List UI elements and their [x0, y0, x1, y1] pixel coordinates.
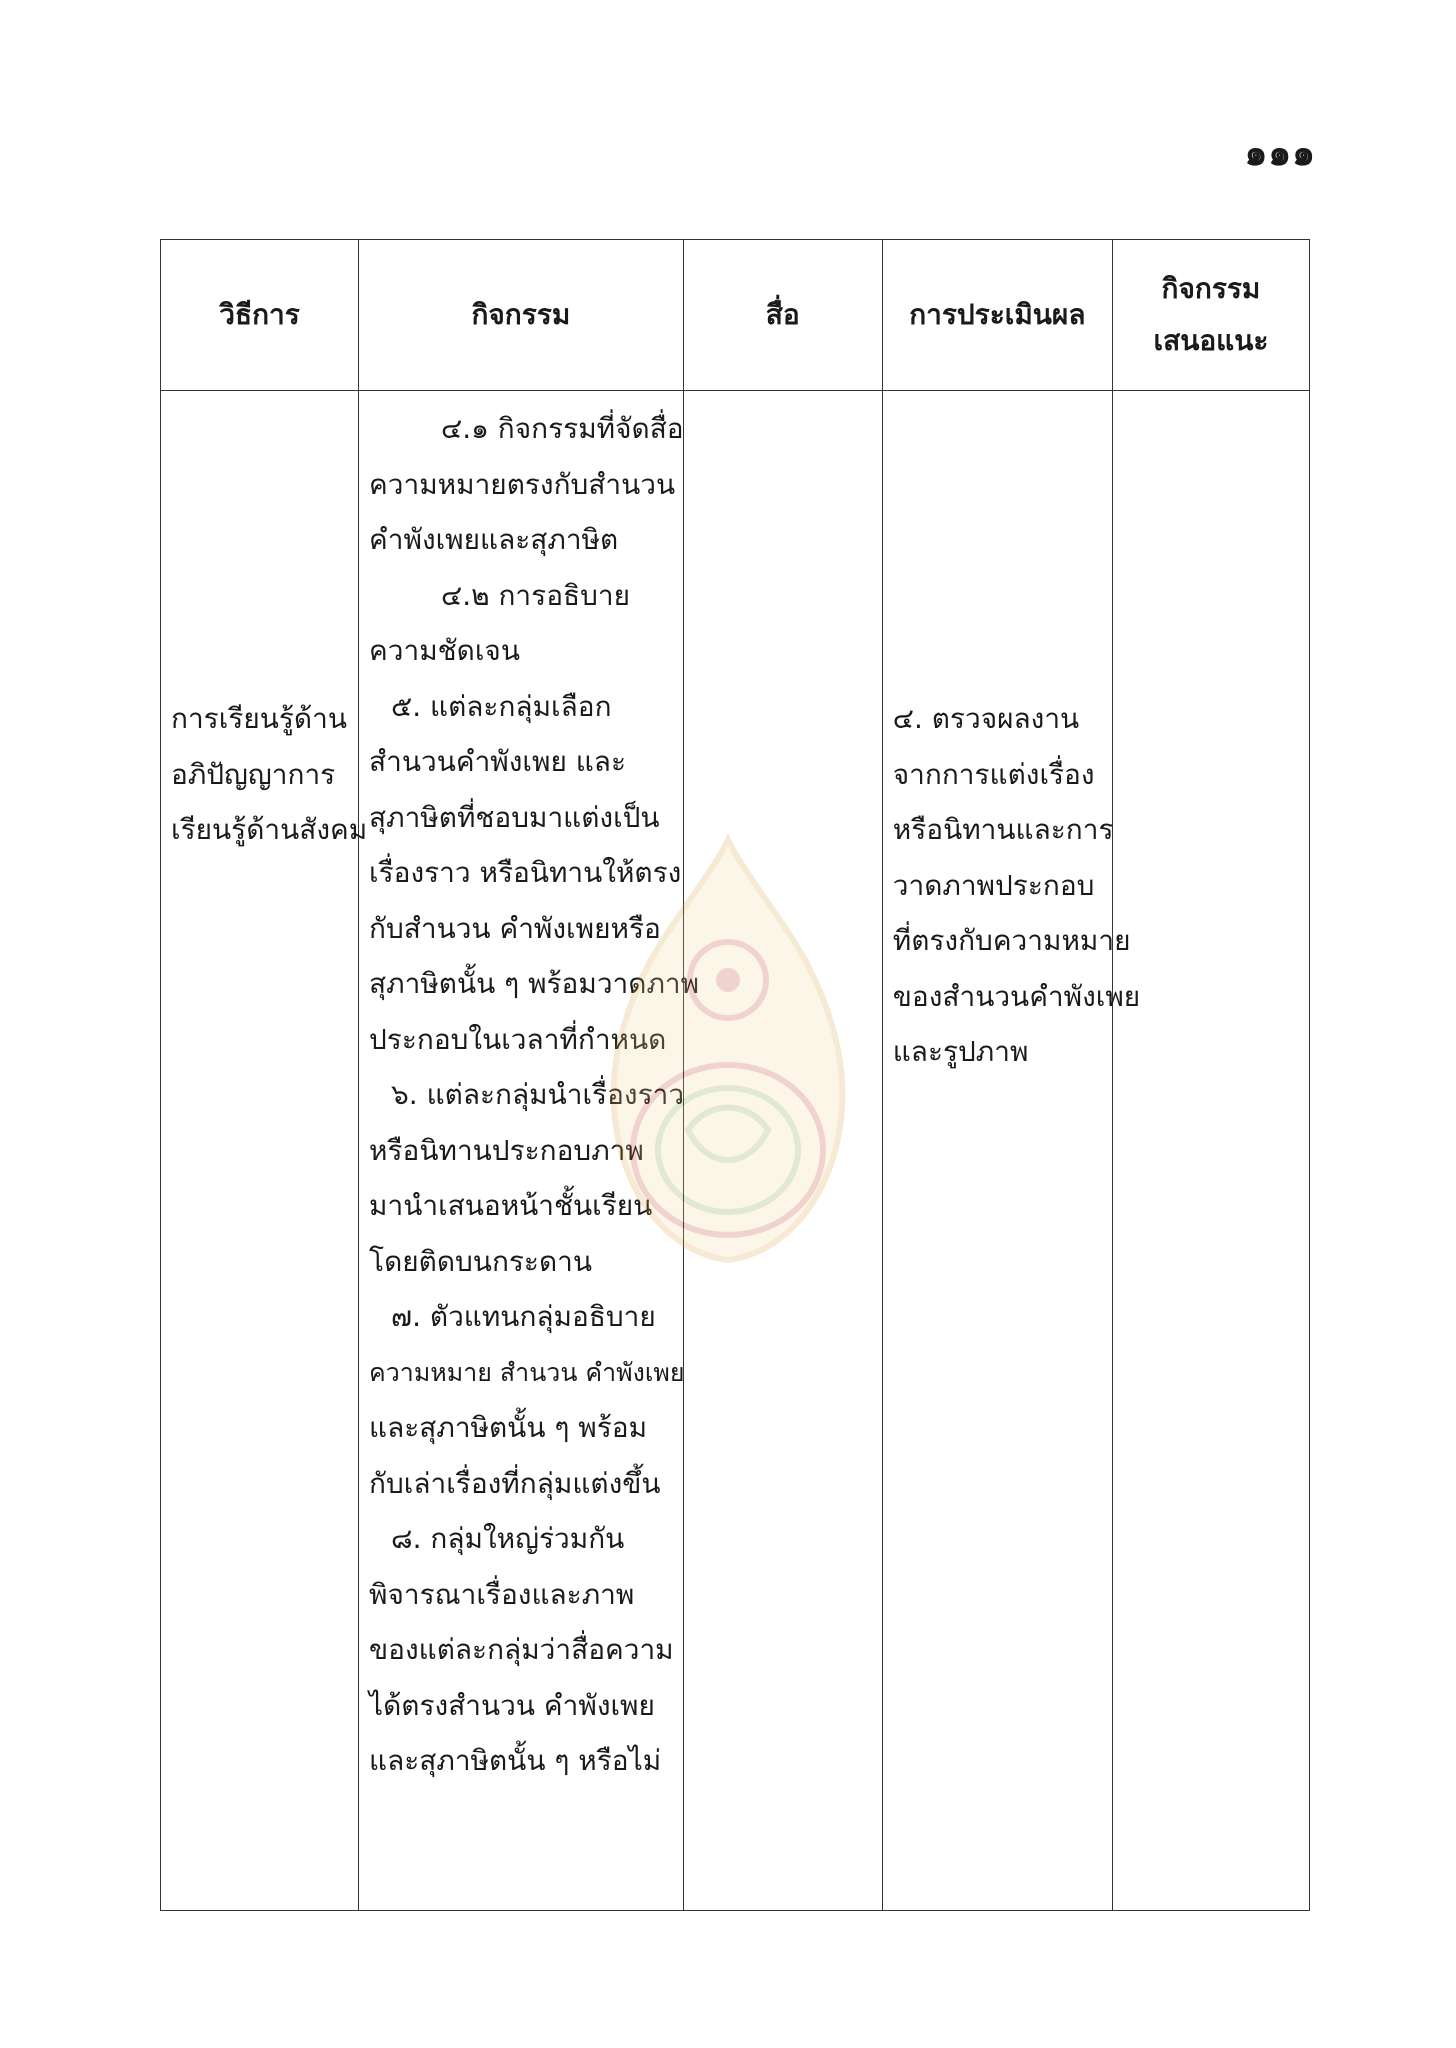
header-evaluation: การประเมินผล	[882, 240, 1112, 391]
header-suggested-line1: กิจกรรม	[1161, 272, 1261, 305]
activity-line: ได้ตรงสำนวน คำพังเพย	[369, 1688, 655, 1722]
activity-line: ๖. แต่ละกลุ่มนำเรื่องราว	[391, 1078, 685, 1111]
header-method: วิธีการ	[161, 240, 359, 391]
activity-line: เรื่องราว หรือนิทานให้ตรง	[369, 856, 682, 889]
method-line: การเรียนรู้ด้าน	[171, 702, 347, 735]
activity-line: ๘. กลุ่มใหญ่ร่วมกัน	[391, 1522, 625, 1555]
activity-line: สุภาษิตนั้น ๆ พร้อมวาดภาพ	[369, 967, 700, 1000]
activity-line: และสุภาษิตนั้น ๆ พร้อม	[369, 1411, 648, 1444]
header-suggested-line2: เสนอแนะ	[1153, 324, 1269, 357]
activity-line: ๕. แต่ละกลุ่มเลือก	[391, 689, 612, 723]
activity-line: ๔.๒ การอธิบาย	[441, 578, 631, 612]
method-line: เรียนรู้ด้านสังคม	[171, 813, 368, 846]
evaluation-line: จากการแต่งเรื่อง	[892, 757, 1095, 791]
evaluation-line: หรือนิทานและการ	[892, 813, 1114, 846]
activity-line: มานำเสนอหน้าชั้นเรียน	[369, 1189, 653, 1222]
header-suggested-activity	[1112, 240, 1309, 391]
activity-line: กับเล่าเรื่องที่กลุ่มแต่งขึ้น	[369, 1466, 661, 1500]
evaluation-line: ที่ตรงกับความหมาย	[892, 924, 1131, 957]
activity-line: กับสำนวน คำพังเพยหรือ	[369, 911, 661, 945]
suggested-activity-cell	[1112, 391, 1309, 1911]
method-line: อภิปัญญาการ	[171, 757, 336, 791]
activity-line: ๗. ตัวแทนกลุ่มอธิบาย	[391, 1300, 656, 1333]
page-number: ๑๑๑	[1244, 133, 1316, 174]
activity-line: ของแต่ละกลุ่มว่าสื่อความ	[369, 1633, 674, 1666]
evaluation-line: ๔. ตรวจผลงาน	[892, 702, 1080, 735]
activity-line: สุภาษิตที่ชอบมาแต่งเป็น	[369, 800, 660, 834]
evaluation-line: ของสำนวนคำพังเพย	[892, 979, 1141, 1013]
method-cell	[161, 391, 368, 1911]
header-activity: กิจกรรม	[359, 240, 684, 391]
activity-line: โดยติดบนกระดาน	[369, 1244, 593, 1278]
activity-cell	[359, 391, 700, 1911]
activity-line: ๔.๑ กิจกรรมที่จัดสื่อ	[441, 412, 684, 445]
activity-line: สำนวนคำพังเพย และ	[369, 745, 627, 778]
activity-line: ความหมายตรงกับสำนวน	[369, 467, 676, 501]
lesson-plan-table	[160, 239, 1310, 1911]
activity-line: ความชัดเจน	[369, 634, 520, 667]
evaluation-line: และรูปภาพ	[892, 1035, 1029, 1068]
activity-line: ความหมาย สำนวน คำพังเพย	[369, 1357, 685, 1387]
activity-line: และสุภาษิตนั้น ๆ หรือไม่	[369, 1744, 662, 1777]
evaluation-cell	[882, 391, 1141, 1911]
evaluation-line: วาดภาพประกอบ	[892, 868, 1095, 902]
table-row	[161, 391, 1310, 1911]
activity-line: หรือนิทานประกอบภาพ	[369, 1133, 644, 1167]
header-media: สื่อ	[683, 240, 882, 391]
activity-line: ประกอบในเวลาที่กำหนด	[369, 1022, 667, 1056]
media-cell	[683, 391, 882, 1911]
table-header-row	[161, 240, 1310, 391]
activity-line: คำพังเพยและสุภาษิต	[369, 523, 619, 556]
activity-line: พิจารณาเรื่องและภาพ	[369, 1577, 635, 1611]
